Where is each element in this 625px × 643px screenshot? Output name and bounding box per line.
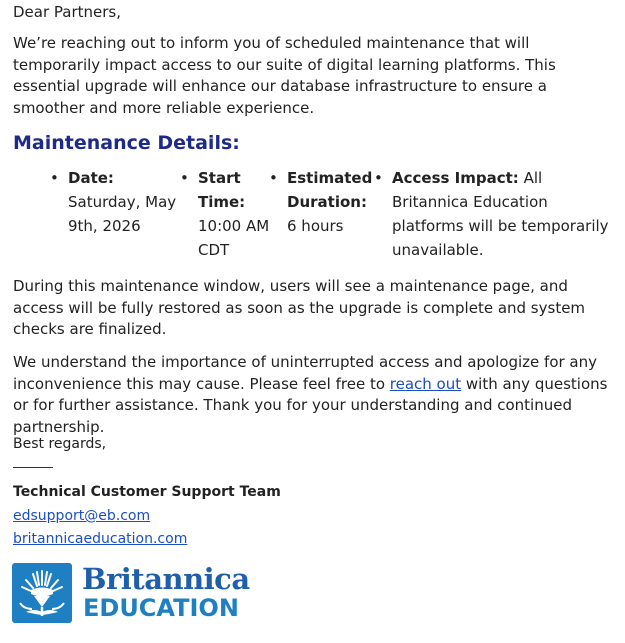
- website-link[interactable]: britannicaeducation.com: [13, 531, 188, 547]
- understanding-text-before: We understand the importance of uninterrupted access and apologize for any inconvenience this may cause. Please feel free to: [13, 353, 598, 393]
- detail-start-time: [198, 166, 270, 262]
- bullet-dot: •: [269, 169, 278, 187]
- detail-access-impact-label: Access Impact:: [392, 169, 519, 187]
- reach-out-link[interactable]: reach out: [389, 374, 462, 393]
- bullet-dot: •: [374, 169, 383, 187]
- maintenance-details-heading: Maintenance Details:: [13, 132, 240, 154]
- detail-start-time-value: 10:00 AM CDT: [198, 217, 270, 259]
- logo-wordmark-education: EDUCATION: [83, 594, 239, 622]
- bullet-dot: •: [180, 169, 189, 187]
- detail-access-impact: [392, 166, 618, 262]
- intro-paragraph: We’re reaching out to inform you of scheduled maintenance that will temporarily impact access to our suite of digital learning platforms. This essential upgrade will enhance our database infrastructure to ensure a smoother and more reliable experience.: [13, 34, 556, 117]
- team-name: Technical Customer Support Team: [13, 484, 281, 500]
- bullet-dot: •: [50, 169, 59, 187]
- britannica-education-logo[interactable]: [12, 563, 252, 625]
- detail-date-value: Saturday, May 9th, 2026: [68, 193, 177, 235]
- understanding-text-after: with any questions or for further assistance. Thank you for your understanding and continued partnership.: [13, 374, 608, 436]
- support-email-link[interactable]: edsupport@eb.com: [13, 508, 151, 524]
- maintenance-window-paragraph: During this maintenance window, users will see a maintenance page, and access will be fully restored as soon as the upgrade is complete and system checks are finalized.: [13, 277, 586, 338]
- thistle-icon: [12, 563, 72, 623]
- detail-date: [68, 166, 186, 238]
- detail-duration-label: Estimated Duration:: [287, 169, 373, 211]
- detail-duration-value: 6 hours: [287, 217, 344, 235]
- detail-duration: [287, 166, 377, 238]
- signature-divider: [13, 467, 53, 468]
- detail-access-impact-value: All Britannica Education platforms will be temporarily unavailable.: [392, 169, 609, 259]
- detail-start-time-label: Start Time:: [198, 169, 246, 211]
- understanding-paragraph: [13, 352, 613, 438]
- logo-wordmark-britannica: Britannica: [82, 562, 250, 596]
- detail-date-label: Date:: [68, 169, 114, 187]
- greeting: Dear Partners,: [13, 3, 122, 21]
- closing-regards: Best regards,: [13, 436, 107, 452]
